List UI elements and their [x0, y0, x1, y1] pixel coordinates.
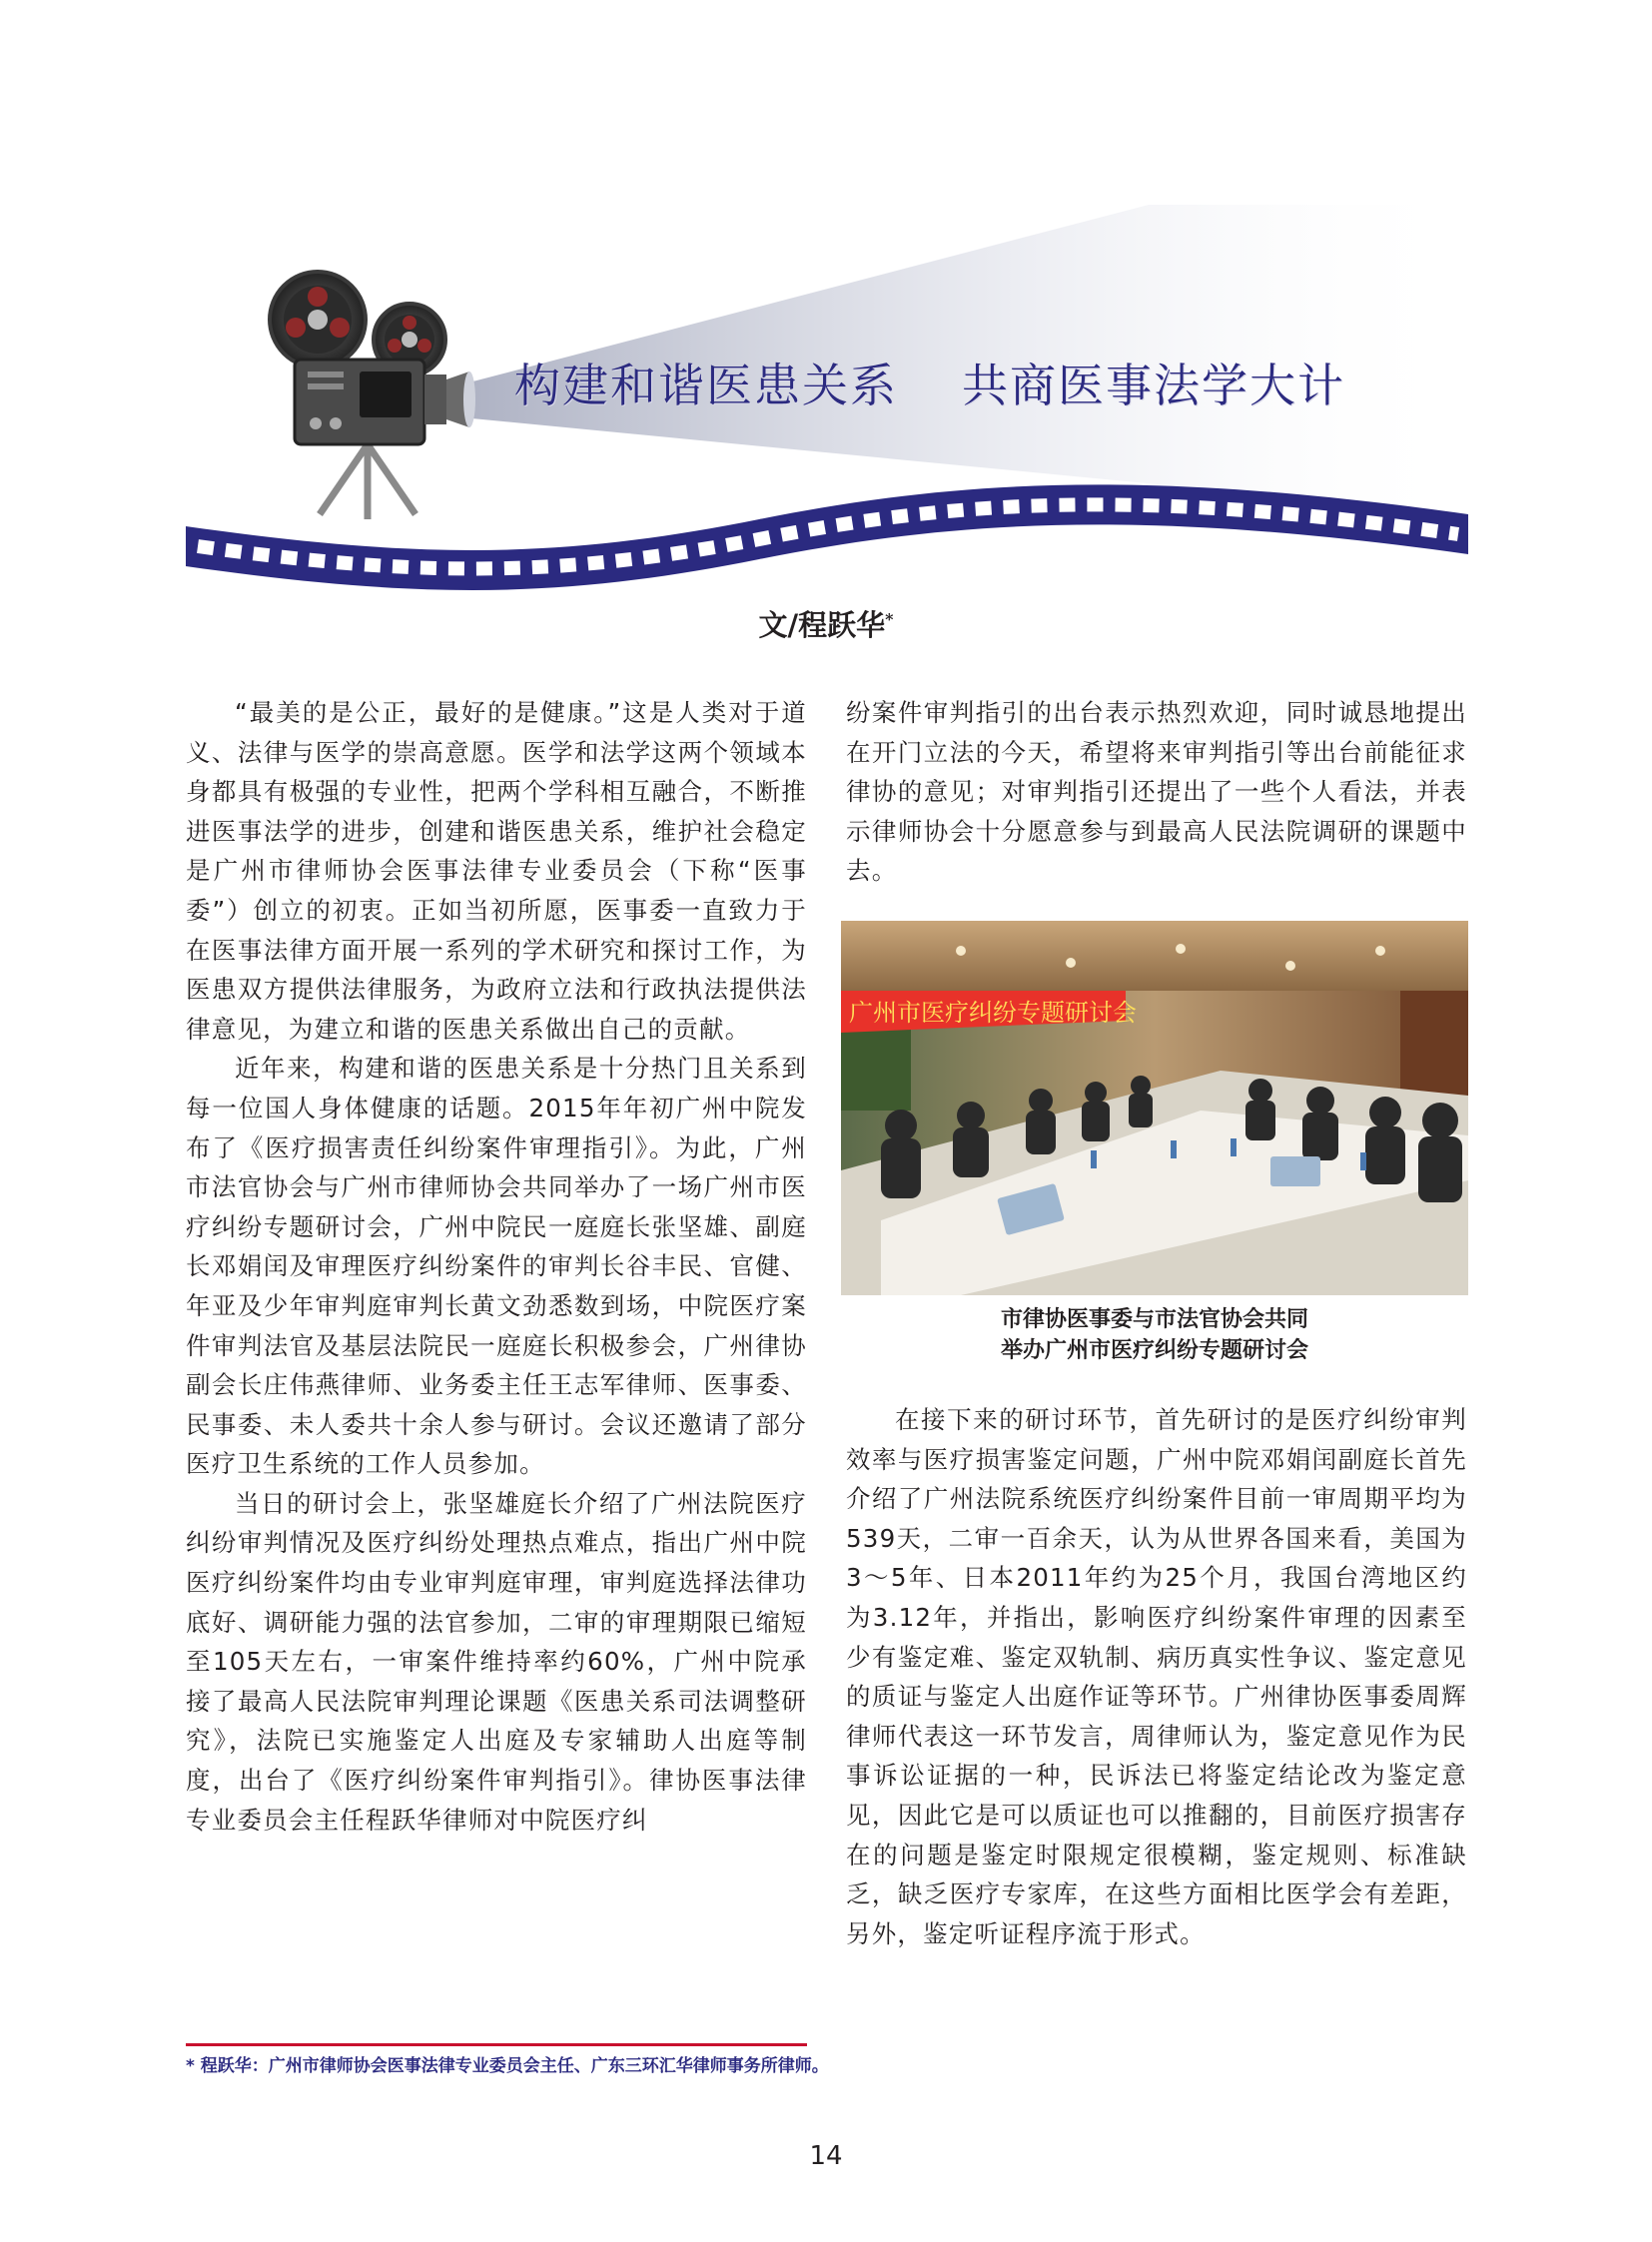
right-column-bottom — [846, 1400, 1467, 1953]
title-part-2: 共商医事法学大计 — [962, 359, 1345, 412]
caption-line-2: 举办广州市医疗纠纷专题研讨会 — [1000, 1338, 1308, 1363]
page-number: 14 — [809, 2141, 843, 2171]
paragraph: 纷案件审判指引的出台表示热烈欢迎，同时诚恳地提出在开门立法的今天，希望将来审判指引等出台前能征求律协的意见；对审判指引还提出了一些个人看法，并表示律师协会十分愿意参与到最高人民法院调研的课题中去。 — [846, 698, 1467, 886]
tripod — [320, 444, 415, 519]
paragraph: “最美的是公正，最好的是健康。”这是人类对于道义、法律与医学的崇高意愿。医学和法学这两个领域本身都具有极强的专业性，把两个学科相互融合，不断推进医事法学的进步，创建和谐医患关系，维护社会稳定是广州市律师协会医事法律专业委员会（下称“医事委”）创立的初衷。正如当初所愿，医事委一直致力于在医事法律方面开展一系列的学术研究和探讨工作，为医患双方提供法律服务，为政府立法和行政执法提供法律意见，为建立和谐的医患关系做出自己的贡献。 — [186, 698, 807, 1044]
film-projector-icon — [270, 272, 475, 444]
paragraph: 在接下来的研讨环节，首先研讨的是医疗纠纷审判效率与医疗损害鉴定问题，广州中院邓娟闰副庭长首先介绍了广州法院系统医疗纠纷案件目前一审周期平均为539天，二审一百余天，认为从世界各国来看，美国为3～5年、日本2011年约为25个月，我国台湾地区约为3.12年，并指出，影响医疗纠纷案件审理的因素至少有鉴定难、鉴定双轨制、病历真实性争议、鉴定意见的质证与鉴定人出庭作证等环节。广州律协医事委周辉律师代表这一环节发言，周律师认为，鉴定意见作为民事诉讼证据的一种，民诉法已将鉴定结论改为鉴定意见，因此它是可以质证也可以推翻的，目前医疗损害存在的问题是鉴定时限规定很模糊，鉴定规则、标准缺乏，缺乏医疗专家库，在这些方面相比医学会有差距，另外，鉴定听证程序流于形式。 — [846, 1405, 1467, 1948]
footnote-rule — [186, 2043, 807, 2046]
author-name: 文/程跃华 — [758, 608, 886, 642]
film-strip-icon — [186, 484, 1468, 590]
title-part-1: 构建和谐医患关系 — [514, 359, 898, 412]
photo-banner-text: 广州市医疗纠纷专题研讨会 — [849, 999, 1137, 1027]
footnote-mark: * — [885, 609, 894, 629]
paragraph: 当日的研讨会上，张坚雄庭长介绍了广州法院医疗纠纷审判情况及医疗纠纷处理热点难点，指出广州中院医疗纠纷案件均由专业审判庭审理，审判庭选择法律功底好、调研能力强的法官参加，二审的审理期限已缩短至105天左右，一审案件维持率约60%，广州中院承接了最高人民法院审判理论课题《医患关系司法调整研究》，法院已实施鉴定人出庭及专家辅助人出庭等制度，出台了《医疗纠纷案件审判指引》。律协医事法律专业委员会主任程跃华律师对中院医疗纠 — [186, 1488, 807, 1835]
symposium-photo — [841, 921, 1468, 1295]
right-column-top — [846, 693, 1467, 891]
header-banner — [0, 0, 1652, 599]
byline — [0, 603, 1652, 644]
photo-caption — [841, 1304, 1468, 1366]
paragraph: 近年来，构建和谐的医患关系是十分热门且关系到每一位国人身体健康的话题。2015年年初广州中院发布了《医疗损害责任纠纷案件审理指引》。为此，广州市法官协会与广州市律师协会共同举办了一场广州市医疗纠纷专题研讨会，广州中院民一庭庭长张坚雄、副庭长邓娟闰及审理医疗纠纷案件的审判长谷丰民、官健、年亚及少年审判庭审判长黄文劲悉数到场，中院医疗案件审判法官及基层法院民一庭庭长积极参会，广州律协副会长庄伟燕律师、业务委主任王志军律师、医事委、民事委、未人委共十余人参与研讨。会议还邀请了部分医疗卫生系统的工作人员参加。 — [186, 1054, 807, 1479]
left-column — [186, 693, 807, 1840]
footnote: * 程跃华：广州市律师协会医事法律专业委员会主任、广东三环汇华律师事务所律师。 — [186, 2056, 829, 2076]
article-title — [514, 350, 1345, 415]
caption-line-1: 市律协医事委与市法官协会共同 — [1000, 1307, 1308, 1332]
